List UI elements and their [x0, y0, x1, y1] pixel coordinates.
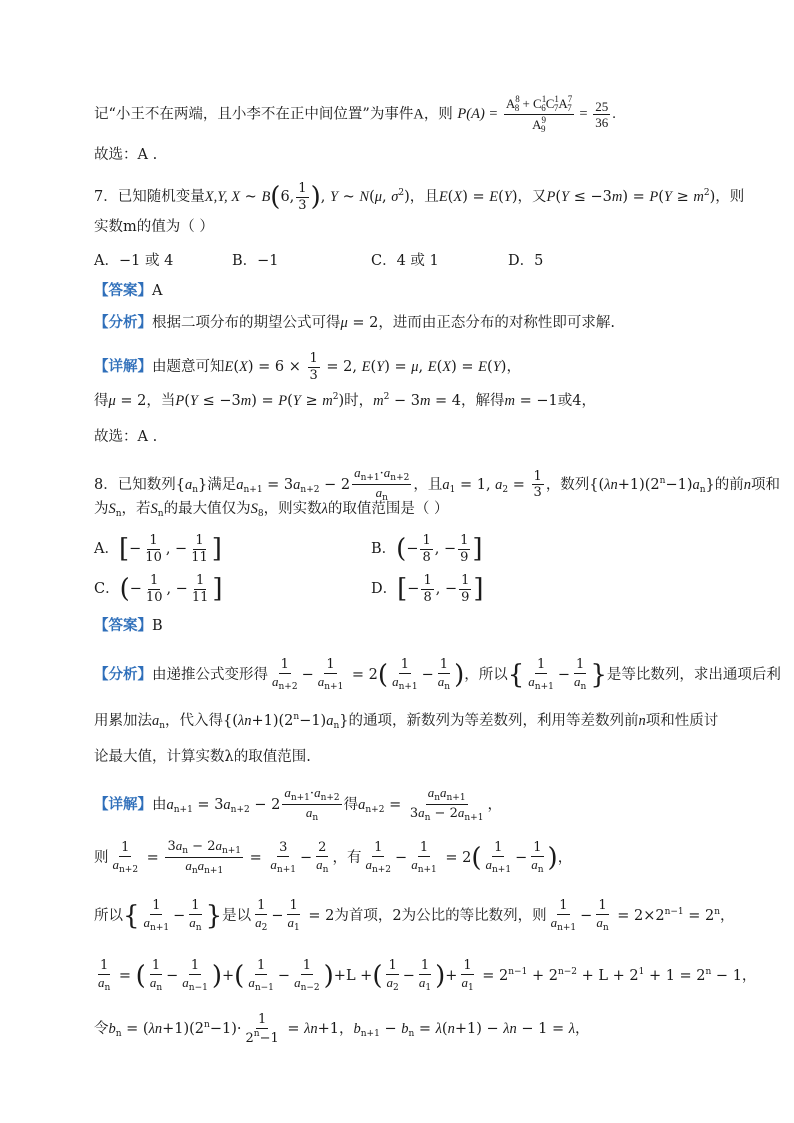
q8-option-a: A．[− $\frac{1}{10}$ , − $\frac{1}{11}$ ] [94, 533, 222, 565]
q7-stem-line-1: 7．已知随机变量X,Y, X ~ B(6, $\frac{1}{3}$ ), Y ~ N(μ, $\sigma^2$)，且E(X) = E(Y)，又$P(Y \le -3m) = P(Y \ge m^2)$，则 [94, 181, 745, 213]
event-a: A [413, 106, 424, 123]
intro-text: 记“小王不在两端，且小李不在正中间位置”为事件 [94, 106, 414, 123]
q8-option-c: C．(− $\frac{1}{10}$ , − $\frac{1}{11}$ ] [94, 573, 223, 605]
q7-option-a: A．−1 或 4 [94, 253, 174, 269]
q8-analysis-line-3: 论最大值，计算实数λ的取值范围. [94, 749, 311, 765]
q7-analysis: 【分析】根据二项分布的期望公式可得μ = 2，进而由正态分布的对称性即可求解. [94, 315, 615, 331]
q7-option-b: B．−1 [232, 253, 279, 269]
q8-detail-line-4: $\frac{1}{a_n}$ = ( $\frac{1}{a_n}$ − $\frac{1}{a_{n-1}}$ )+( $\frac{1}{a_{n-1}}$ − $\frac{1}{a_{n-2}}$ )+L +( $\frac{1}{a_2}$ − $\frac{1}{a_1}$ )+ $\frac{1}{a_1}$ = $2^{n-1} + 2^{n-2} + L + 2^1 + 1 = 2^n - 1$， [98, 958, 757, 993]
answer-value: B [152, 618, 163, 634]
q8-analysis-line-2: 用累加法$a_n$，代入得$\{(\lambda n+1)(2^n-1)a_n\}$的通项，新数列为等差数列，利用等差数列前n项和性质讨 [94, 712, 719, 731]
q7-option-d: D．5 [508, 253, 544, 269]
q8-detail-line-3: 所以{ $\frac{1}{a_{n+1}}$ − $\frac{1}{a_n}$ }是以 $\frac{1}{a_2}$ − $\frac{1}{a_1}$ = 2为首项，2为公比的等比数列，则 $\frac{1}{a_{n+1}}$ − $\frac{1}{a_n}$ = $2\times 2^{n-1} = 2^n$， [94, 898, 735, 933]
q8-option-b: B．(− $\frac{1}{8}$ , − $\frac{1}{9}$ ] [371, 533, 483, 565]
q7-choose: 故选：A . [94, 429, 158, 445]
answer-tag: 【答案】 [94, 283, 152, 299]
q7-detail-line-2: 得μ = 2，当$P(Y \le -3m) = P(Y \ge m^2)$时，$m^2 - 3m = 4$，解得m = −1或4， [94, 392, 596, 409]
answer-value: A [152, 283, 163, 299]
q7-stem-line-2: 实数m的值为（ ） [94, 219, 214, 235]
q7-answer [94, 284, 162, 299]
analysis-tag: 【分析】 [94, 315, 152, 331]
answer-tag: 【答案】 [94, 618, 152, 634]
intro-choose: 故选：A . [94, 147, 158, 163]
intro-text-2: ，则 [423, 106, 453, 123]
q7-option-c: C．4 或 1 [371, 253, 439, 269]
analysis-tag: 【分析】 [94, 667, 152, 684]
prob-formula: P(A) = $\frac{A^8_8 + C^1_6C^1_7A^7_7}{A^9_9}$ = $\frac{25}{36}$ . [457, 94, 616, 135]
detail-tag: 【详解】 [94, 359, 152, 376]
q8-option-d: D．[− $\frac{1}{8}$ , − $\frac{1}{9}$ ] [371, 573, 484, 605]
q7-detail-line-1: 【详解】由题意可知E(X) = 6 × $\frac{1}{3}$ = 2, E(Y) = μ, E(X) = E(Y)， [94, 351, 521, 383]
q8-analysis-line-1: 【分析】由递推公式变形得 $\frac{1}{a_{n+2}}$ − $\frac{1}{a_{n+1}}$ = 2( $\frac{1}{a_{n+1}}$ − $\frac{1}{a_n}$ )，所以{ $\frac{1}{a_{n+1}}$ − $\frac{1}{a_n}$ }是等比数列，求出通项后利 [94, 657, 781, 692]
intro-line-1 [94, 95, 616, 135]
q8-detail-line-2: 则 $\frac{1}{a_{n+2}}$ = $\frac{3a_n - 2a_{n+1}}{a_na_{n+1}}$ = $\frac{3}{a_{n+1}}$ − $\frac{2}{a_n}$ ，有 $\frac{1}{a_{n+2}}$ − $\frac{1}{a_{n+1}}$ = 2( $\frac{1}{a_{n+1}}$ − $\frac{1}{a_n}$ )， [94, 838, 573, 877]
q8-detail-line-5: 令$b_n = (\lambda n+1)(2^n-1)\cdot$ $\frac{1}{2^n-1}$ = λn+1，$b_{n+1} - b_n = \lambda(n+1) - \lambda n - 1 = \lambda$， [94, 1012, 590, 1046]
q8-answer [94, 619, 163, 634]
q8-stem-line-1: 8．已知数列$\{a_n\}$满足$a_{n+1} = 3a_{n+2} - 2$ $\frac{a_{n+1}\cdot a_{n+2}}{a_n}$ ，且$a_1 = 1$, $a_2$ = $\frac{1}{3}$ ，数列$\{(\lambda n+1)(2^n-1)a_n\}$的前n项和 [94, 465, 781, 504]
detail-tag: 【详解】 [94, 796, 152, 813]
q8-stem-line-2: 为$S_n$，若$S_n$的最大值仅为$S_8$，则实数λ的取值范围是（ ） [94, 501, 449, 519]
q8-detail-line-1: 【详解】由$a_{n+1} = 3a_{n+2} - 2$ $\frac{a_{n+1}\cdot a_{n+2}}{a_n}$ 得$a_{n+2}$ = $\frac{a_na_{n+1}}{3a_n - 2a_{n+1}}$ ， [94, 785, 502, 824]
